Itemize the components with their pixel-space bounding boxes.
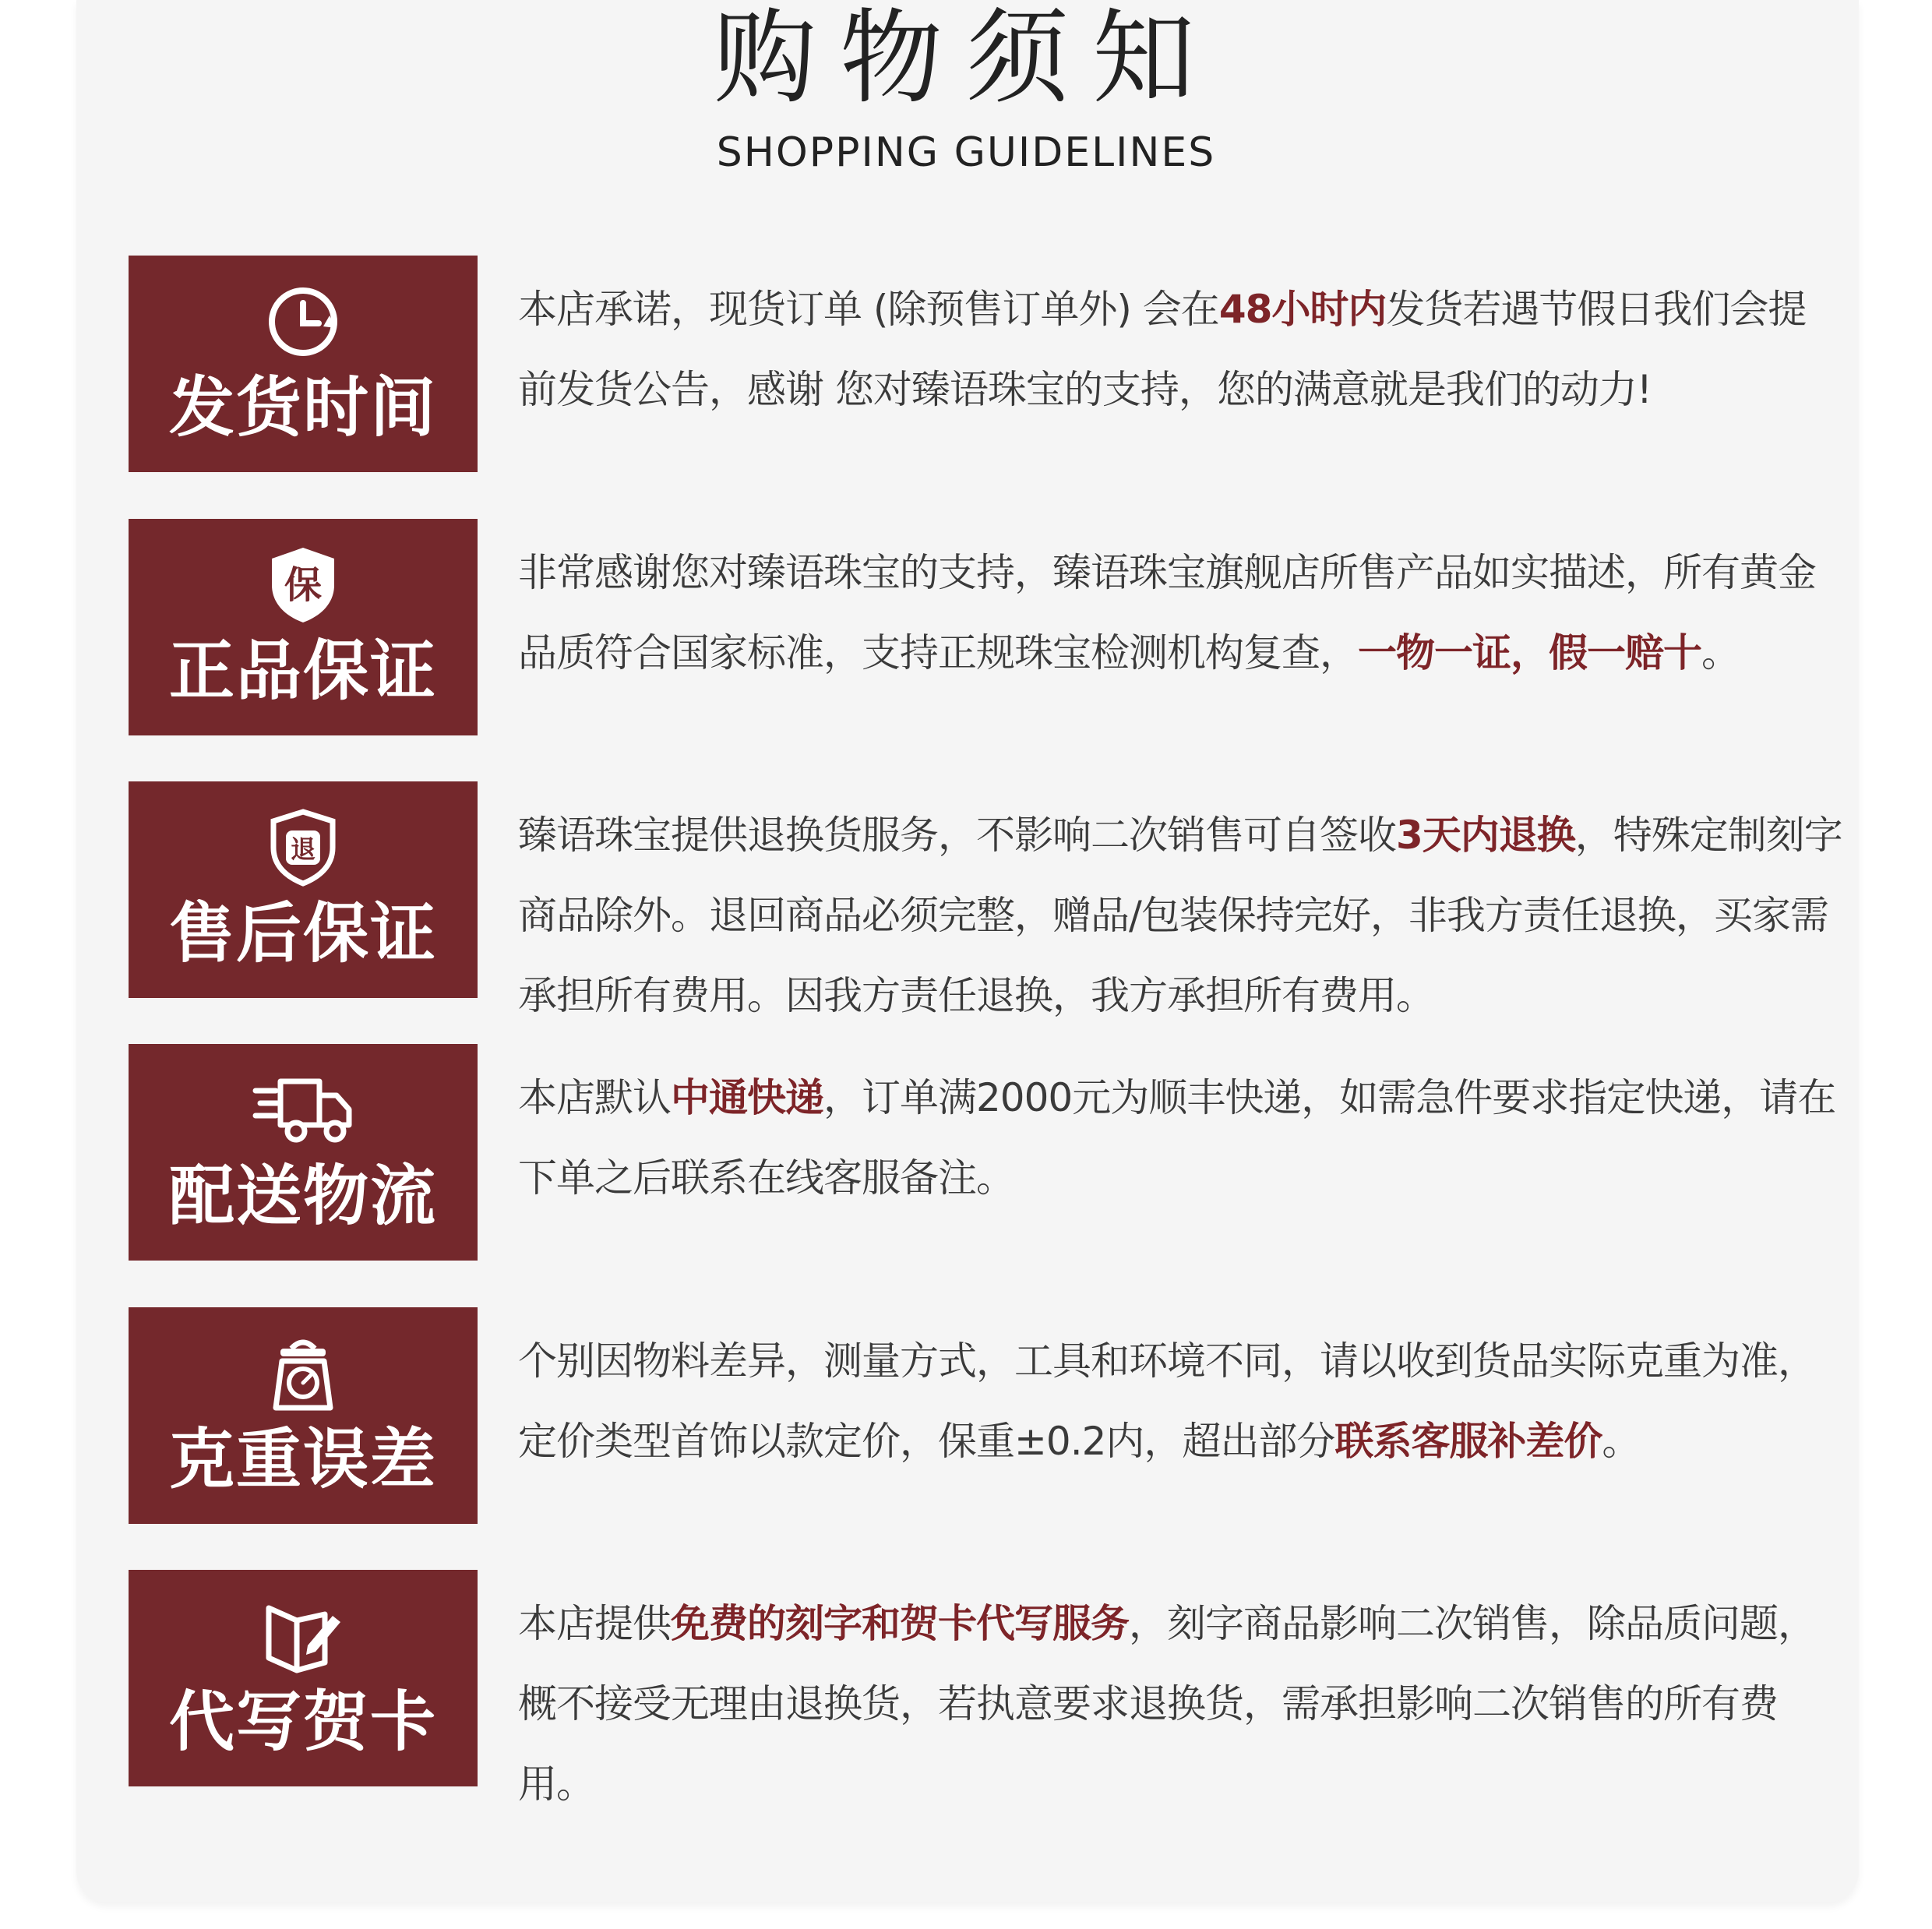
svg-text:退: 退 bbox=[290, 834, 316, 864]
section-description bbox=[518, 270, 1842, 430]
section-shipping-time bbox=[129, 256, 1850, 472]
section-after-sales bbox=[129, 781, 1850, 1018]
desc-highlight: 联系客服补差价 bbox=[1334, 1419, 1602, 1464]
section-description bbox=[518, 795, 1842, 1036]
weighing-scale-icon bbox=[129, 1331, 478, 1416]
desc-highlight: 中通快递 bbox=[671, 1075, 823, 1120]
section-label: 代写贺卡 bbox=[168, 1684, 437, 1760]
shield-bao-icon bbox=[129, 542, 478, 628]
page-title: 购物须知 bbox=[714, 0, 1218, 118]
shield-tui-icon bbox=[129, 805, 478, 890]
desc-text: 。 bbox=[1602, 1419, 1641, 1464]
section-description bbox=[518, 1321, 1842, 1482]
section-weight-tolerance bbox=[129, 1307, 1850, 1524]
desc-highlight: 48小时内 bbox=[1218, 287, 1387, 332]
desc-highlight: 免费的刻字和贺卡代写服务 bbox=[671, 1601, 1129, 1646]
section-greeting-card bbox=[129, 1570, 1850, 1807]
section-label: 售后保证 bbox=[168, 895, 437, 972]
section-authenticity bbox=[129, 519, 1850, 735]
section-badge bbox=[129, 1044, 478, 1261]
page-subtitle: SHOPPING GUIDELINES bbox=[716, 129, 1216, 176]
desc-text: 本店提供 bbox=[518, 1601, 671, 1646]
section-label: 正品保证 bbox=[168, 633, 437, 709]
desc-text: 。 bbox=[1701, 630, 1740, 675]
section-badge bbox=[129, 781, 478, 998]
desc-text: ，订单满2000元为顺丰快递，如需急件要求指定快递，请在下单之后联系在线客服备注。 bbox=[518, 1075, 1836, 1201]
section-label: 克重误差 bbox=[168, 1421, 437, 1497]
desc-highlight: 一物一证，假一赔十 bbox=[1358, 630, 1701, 675]
desc-highlight: 3天内退换 bbox=[1396, 813, 1575, 858]
desc-text: 臻语珠宝提供退换货服务，不影响二次销售可自签收 bbox=[518, 813, 1396, 858]
desc-text: 本店承诺，现货订单 (除预售订单外) 会在 bbox=[518, 287, 1219, 332]
section-badge bbox=[129, 256, 478, 472]
section-badge bbox=[129, 1570, 478, 1786]
delivery-truck-icon bbox=[129, 1067, 478, 1153]
svg-text:保: 保 bbox=[284, 563, 323, 607]
section-badge bbox=[129, 519, 478, 735]
section-label: 配送物流 bbox=[168, 1158, 437, 1234]
card-pen-icon bbox=[129, 1593, 478, 1679]
desc-text: 本店默认 bbox=[518, 1075, 671, 1120]
section-description bbox=[518, 1584, 1842, 1825]
section-badge bbox=[129, 1307, 478, 1524]
desc-text: ，特殊定制刻字商品除外。退回商品必须完整，赠品/包装保持完好，非我方责任退换，买家需承担所有费用。因我方责任退换，我方承担所有费用。 bbox=[518, 813, 1842, 1018]
section-description bbox=[518, 533, 1842, 693]
desc-text: ，刻字商品影响二次销售，除品质问题，概不接受无理由退换货，若执意要求退换货，需承担影响二次销售的所有费用。 bbox=[518, 1601, 1816, 1807]
desc-text: 发货若遇节假日我们会提前发货公告，感谢 您对臻语珠宝的支持，您的满意就是我们的动力! bbox=[518, 287, 1807, 412]
section-delivery bbox=[129, 1044, 1850, 1261]
clock-icon bbox=[129, 279, 478, 365]
desc-text: 个别因物料差异，测量方式，工具和环境不同，请以收到货品实际克重为准，定价类型首饰以款定价，保重±0.2内，超出部分 bbox=[518, 1338, 1816, 1464]
desc-text: 非常感谢您对臻语珠宝的支持，臻语珠宝旗舰店所售产品如实描述，所有黄金品质符合国家标准，支持正规珠宝检测机构复查， bbox=[518, 550, 1816, 675]
section-description bbox=[518, 1058, 1842, 1218]
section-label: 发货时间 bbox=[168, 369, 437, 446]
